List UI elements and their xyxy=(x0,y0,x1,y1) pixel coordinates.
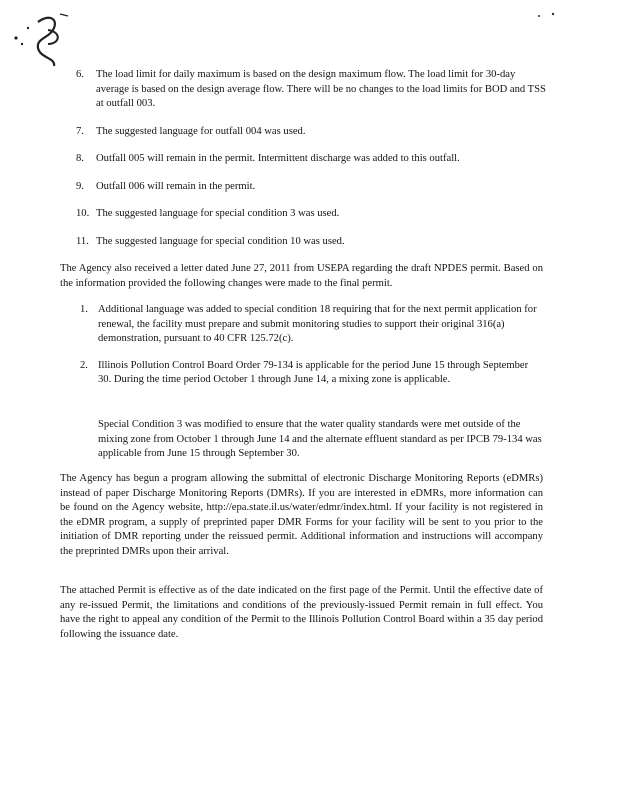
list-item xyxy=(76,68,546,112)
item-number: 11. xyxy=(76,235,89,247)
item-text: The load limit for daily maximum is based on the design maximum flow. The load limit for 30-day average is based on the design average flow. There will be no changes to the load limits for BOD and TSS at outfall 003. xyxy=(96,69,546,109)
list-item xyxy=(76,235,546,250)
item-text: The suggested language for outfall 004 was used. xyxy=(96,125,306,137)
effective-date-paragraph: The attached Permit is effective as of the date indicated on the first page of the Permit. Until the effective date of any re-issued Permit, the limitations and conditions of the previously-issued Permit remain in full effect. You have the right to appeal any condition of the Permit to the Illinois Pollution Control Board within a 35 day period following the issuance date. xyxy=(60,585,543,640)
item-text: Outfall 005 will remain in the permit. Intermittent discharge was added to this outfall. xyxy=(96,153,460,164)
special-condition-note: Special Condition 3 was modified to ensure that the water quality standards were met outside of the mixing zone from October 1 through June 14 and the alternate effluent standard as per IPCB 79-134 was applicable from June 15 through September 30. xyxy=(98,419,542,459)
item-text: The suggested language for special condition 3 was used. xyxy=(96,208,340,219)
item-text: Outfall 006 will remain in the permit. xyxy=(96,180,256,192)
list-item xyxy=(76,152,546,167)
condition-response-list xyxy=(76,68,546,262)
list-item xyxy=(80,303,542,347)
list-item xyxy=(76,180,546,195)
item-number: 7. xyxy=(76,125,84,137)
edmr-paragraph: The Agency has begun a program allowing the submittal of electronic Discharge Monitoring Reports (eDMRs) instead of paper Discharge Monitoring Reports (DMRs). If you are interested in eDMRs, more information can be found on the Agency website, http://epa.state.il.us/water/edmr/index.html. If your facility is not registered in the eDMR program, a supply of preprinted paper DMR Forms for your facility will be sent to you prior to the initiation of DMR reporting under the reissued permit. Additional information and instructions will accompany the preprinted DMRs upon their arrival. xyxy=(60,473,543,557)
item-number: 9. xyxy=(76,180,84,192)
item-text: Additional language was added to special condition 18 requiring that for the next permit application for renewal, the facility must prepare and submit monitoring studies to support their original 316(a) demonstration, pursuant to 40 CFR 125.72(c). xyxy=(98,304,537,344)
final-permit-changes-list xyxy=(80,303,542,400)
item-text: The suggested language for special condition 10 was used. xyxy=(96,235,345,247)
list-item xyxy=(76,207,546,222)
list-item xyxy=(80,359,542,388)
item-number: 10. xyxy=(76,208,90,219)
item-number: 1. xyxy=(80,304,88,315)
item-number: 6. xyxy=(76,69,84,80)
handwritten-mark xyxy=(8,8,78,78)
agency-letter-paragraph: The Agency also received a letter dated June 27, 2011 from USEPA regarding the draft NPDES permit. Based on the information provided the following changes were made to the final permit. xyxy=(60,263,543,289)
item-number: 8. xyxy=(76,153,84,164)
list-item xyxy=(76,125,546,140)
item-number: 2. xyxy=(80,359,88,371)
item-text: Illinois Pollution Control Board Order 79-134 is applicable for the period June 15 through September 30. During the time period October 1 through June 14, a mixing zone is applicable. xyxy=(98,359,529,385)
scan-specks xyxy=(535,10,565,22)
